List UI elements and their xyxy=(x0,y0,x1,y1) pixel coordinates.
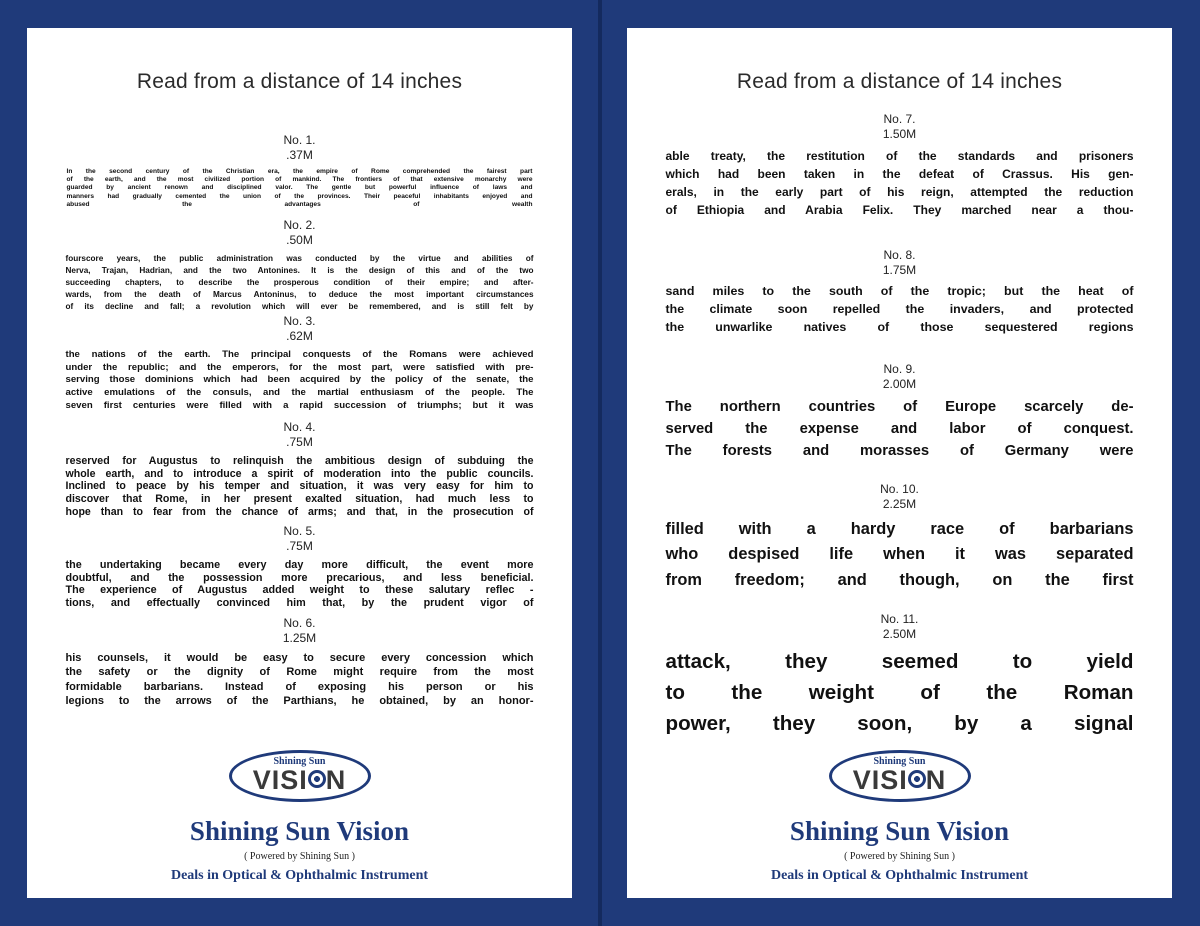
block-number: No. 11. xyxy=(880,612,919,626)
logo-ellipse xyxy=(229,750,371,802)
logo-wordmark-pre: VISI xyxy=(852,765,908,795)
eye-icon xyxy=(908,770,926,788)
block-size: 1.25M xyxy=(282,631,317,645)
reading-line: who despised life when it was separated xyxy=(665,545,1134,564)
reading-line: guarded by ancient renown and disciplined valor. The gentle but powerful influence of laws and xyxy=(66,184,533,192)
powered-by: ( Powered by Shining Sun ) xyxy=(244,851,355,862)
reading-block xyxy=(27,616,572,708)
block-number: No. 5. xyxy=(283,524,316,538)
reading-line: the nations of the earth. The principal conquests of the Romans were achieved xyxy=(65,349,534,360)
reading-text xyxy=(666,283,1134,337)
reading-line: succeeding chapters, to describe the prosperous condition of their empire; and after- xyxy=(65,277,534,287)
reading-line: Inclined to peace by his temper and situation, it was very easy for him to xyxy=(65,480,534,493)
block-size: 2.00M xyxy=(882,377,917,391)
reading-card-right xyxy=(627,28,1172,898)
block-number: No. 1. xyxy=(283,133,316,147)
reading-line: of Ethiopia and Arabia Felix. They marched near a thou- xyxy=(665,203,1134,217)
reading-line: reserved for Augustus to relinquish the ambitious design of subduing the xyxy=(65,455,534,467)
reading-text xyxy=(666,147,1134,219)
block-number: No. 10. xyxy=(880,482,919,496)
reading-text xyxy=(666,397,1134,463)
reading-line: able treaty, the restitution of the standards and prisoners xyxy=(665,149,1134,163)
reading-block xyxy=(27,524,572,610)
reading-line: attack, they seemed to yield xyxy=(665,650,1134,673)
block-size: 1.75M xyxy=(882,263,917,277)
eye-icon xyxy=(308,770,326,788)
reading-line: manners had gradually cemented the union of the provinces. Their peaceful inhabitants enjoyed and xyxy=(66,192,533,200)
reading-block xyxy=(27,420,572,519)
block-number: No. 6. xyxy=(283,616,316,630)
block-size: .37M xyxy=(286,148,313,162)
reading-text xyxy=(66,559,534,610)
reading-line: formidable barbarians. Instead of exposing his person or his xyxy=(65,680,534,693)
reading-line: discover that Rome, in her present exalted situation, had much less to xyxy=(65,493,534,506)
logo-wordmark xyxy=(232,765,368,796)
reading-line: doubtful, and the possession more precarious, and less beneficial. xyxy=(65,571,534,584)
block-size: 2.50M xyxy=(882,627,917,641)
reading-block xyxy=(627,362,1172,463)
reading-line: seven first centuries were filled with a rapid succession of triumphs; but it was xyxy=(65,399,534,411)
reading-line: his counsels, it would be easy to secure every concession which xyxy=(65,652,534,664)
deals-line: Deals in Optical & Ophthalmic Instrument xyxy=(770,868,1029,883)
reading-line: sand miles to the south of the tropic; but the heat of xyxy=(665,284,1134,298)
reading-line: legions to the arrows of the Parthians, he obtained, by an honor- xyxy=(65,694,534,707)
reading-line: the climate soon repelled the invaders, and protected xyxy=(665,301,1134,316)
logo-ellipse xyxy=(829,750,971,802)
reading-block xyxy=(627,248,1172,337)
reading-block xyxy=(27,133,572,209)
logo-wordmark-post: N xyxy=(925,765,947,795)
reading-line: the unwarlike natives of those sequestered regions xyxy=(665,319,1134,334)
reading-line: abused the advantages of wealth xyxy=(66,200,533,208)
reading-line: The experience of Augustus added weight to these salutary reflec - xyxy=(65,584,534,597)
reading-line: the safety or the dignity of Rome might require from the most xyxy=(65,666,534,679)
brand-name: Shining Sun Vision xyxy=(789,816,1010,846)
reading-line: the undertaking became every day more difficult, the event more xyxy=(65,559,534,571)
block-size: .75M xyxy=(286,435,313,449)
brand-name: Shining Sun Vision xyxy=(189,816,410,846)
reading-card-left xyxy=(27,28,572,898)
block-size: 2.25M xyxy=(882,497,917,511)
reading-text xyxy=(66,253,534,312)
reading-line: under the republic; and the emperors, for the most part, were satisfied with pre- xyxy=(65,361,534,373)
logo-wordmark-post: N xyxy=(325,765,347,795)
reading-text xyxy=(66,349,534,412)
card-heading: Read from a distance of 14 inches xyxy=(736,70,1063,93)
reading-line: served the expense and labor of conquest. xyxy=(665,420,1134,437)
logo-wordmark-pre: VISI xyxy=(252,765,308,795)
reading-line: of its decline and fall; a revolution which will ever be remembered, and is still felt by xyxy=(65,301,534,311)
reading-line: wards, from the death of Marcus Antoninus, to deduce the most important circumstances xyxy=(65,289,534,299)
block-size: 1.50M xyxy=(882,127,917,141)
powered-by: ( Powered by Shining Sun ) xyxy=(844,851,955,862)
reading-line: The forests and morasses of Germany were xyxy=(665,442,1134,459)
reading-line: erals, in the early part of his reign, attempted the reduction xyxy=(665,185,1134,199)
reading-text xyxy=(66,651,534,708)
reading-line: Nerva, Trajan, Hadrian, and the two Antonines. It is the design of this and of the two xyxy=(65,265,534,275)
reading-line: of the earth, and the most civilized portion of mankind. The frontiers of that extensive monarchy were xyxy=(66,176,533,184)
reading-text xyxy=(67,168,533,209)
logo xyxy=(27,750,572,802)
block-size: .62M xyxy=(286,329,313,343)
reading-line: power, they soon, by a signal xyxy=(665,711,1134,735)
reading-line: fourscore years, the public administration was conducted by the virtue and abilities of xyxy=(65,254,534,263)
reading-line: which had been taken in the defeat of Crassus. His gen- xyxy=(665,167,1134,181)
reading-text xyxy=(666,517,1134,593)
block-size: .50M xyxy=(286,233,313,247)
reading-text xyxy=(666,647,1134,740)
block-number: No. 3. xyxy=(283,314,316,328)
reading-line: The northern countries of Europe scarcely de- xyxy=(665,399,1134,415)
logo-tagline: Shining Sun xyxy=(873,756,926,767)
reading-line: hope than to fear from the chance of arms; and that, in the prosecution of xyxy=(65,505,534,518)
logo xyxy=(627,750,1172,802)
reading-line: filled with a hardy race of barbarians xyxy=(665,520,1134,538)
reading-line: tions, and effectually convinced him that, by the prudent vigor of xyxy=(65,597,534,610)
panel-divider xyxy=(598,0,602,926)
block-number: No. 7. xyxy=(883,112,916,126)
reading-block xyxy=(27,314,572,412)
reading-line: whole earth, and to introduce a spirit of moderation into the public councils. xyxy=(65,467,534,480)
logo-wordmark xyxy=(832,765,968,796)
reading-line: serving those dominions which had been acquired by the policy of the senate, the xyxy=(65,374,534,386)
deals-line: Deals in Optical & Ophthalmic Instrument xyxy=(170,868,429,883)
block-number: No. 9. xyxy=(883,362,916,376)
reading-block xyxy=(627,112,1172,219)
block-number: No. 2. xyxy=(283,218,316,232)
reading-line: to the weight of the Roman xyxy=(665,680,1134,704)
reading-block xyxy=(627,612,1172,740)
logo-tagline: Shining Sun xyxy=(273,756,326,767)
reading-line: In the second century of the Christian era, the empire of Rome comprehended the fairest part xyxy=(66,168,533,175)
reading-line: active emulations of the consuls, and the martial enthusiasm of the people. The xyxy=(65,386,534,398)
reading-block xyxy=(627,482,1172,593)
block-number: No. 8. xyxy=(883,248,916,262)
reading-block xyxy=(27,218,572,312)
block-size: .75M xyxy=(286,539,313,553)
reading-line: from freedom; and though, on the first xyxy=(665,570,1134,589)
reading-text xyxy=(66,455,534,519)
card-heading: Read from a distance of 14 inches xyxy=(136,70,463,93)
block-number: No. 4. xyxy=(283,420,316,434)
